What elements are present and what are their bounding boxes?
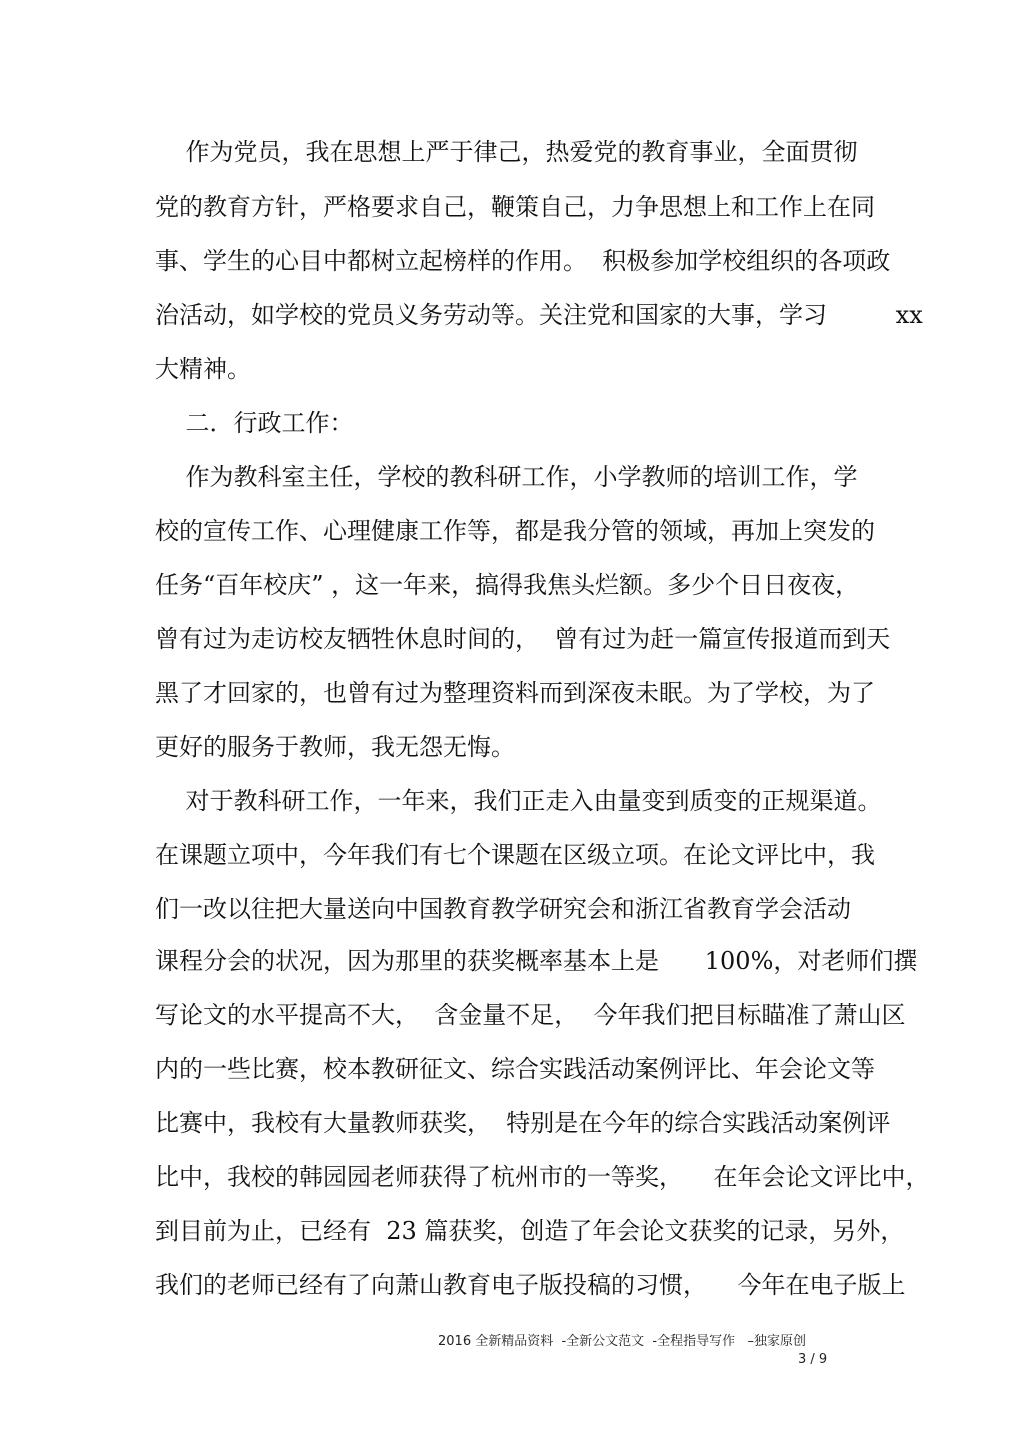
body-text-line: 内的一些比赛，校本教研征文、综合实践活动案例评比、年会论文等 — [155, 1055, 875, 1083]
body-text-line: 大精神。 — [155, 355, 251, 383]
body-text-line: 比中，我校的韩园园老师获得了杭州市的一等奖， 在年会论文评比中， — [155, 1163, 930, 1191]
section-heading: 二．行政工作： — [155, 409, 354, 437]
body-text-line: 党的教育方针，严格要求自己，鞭策自己，力争思想上和工作上在同 — [155, 193, 875, 221]
body-text-line: 曾有过为走访校友牺牲休息时间的， 曾有过为赶一篇宣传报道而到天 — [155, 625, 891, 653]
body-text-line: 在课题立项中，今年我们有七个课题在区级立项。在论文评比中，我 — [155, 841, 875, 869]
body-text-line: 事、学生的心目中都树立起榜样的作用。 积极参加学校组织的各项政 — [155, 247, 891, 275]
body-text-line: 作为教科室主任，学校的教科研工作，小学教师的培训工作，学 — [155, 463, 858, 491]
page-number: 3 / 9 — [798, 1352, 828, 1367]
body-text-line: 校的宣传工作、心理健康工作等，都是我分管的领域，再加上突发的 — [155, 517, 875, 545]
body-text-line: 比赛中，我校有大量教师获奖， 特别是在今年的综合实践活动案例评 — [155, 1109, 891, 1137]
body-text-line: 治活动，如学校的党员义务劳动等。关注党和国家的大事，学习 xx — [155, 301, 923, 329]
body-text-line: 更好的服务于教师，我无怨无悔。 — [155, 733, 515, 761]
body-text-line: 任务“百年校庆” ，这一年来，搞得我焦头烂额。多少个日日夜夜， — [155, 571, 860, 599]
body-text-line: 到目前为止，已经有 23 篇获奖，创造了年会论文获奖的记录，另外， — [155, 1217, 905, 1245]
footer-slogan: 2016 全新精品资料 -全新公文范文 -全程指导写作 –独家原创 — [438, 1334, 807, 1349]
body-text-line: 课程分会的状况，因为那里的获奖概率基本上是 100%，对老师们撰 — [155, 947, 918, 975]
body-text-line: 黑了才回家的，也曾有过为整理资料而到深夜未眠。为了学校，为了 — [155, 679, 875, 707]
body-text-line: 对于教科研工作，一年来，我们正走入由量变到质变的正规渠道。 — [155, 787, 882, 815]
body-text-line: 我们的老师已经有了向萧山教育电子版投稿的习惯， 今年在电子版上 — [155, 1271, 906, 1299]
body-text-line: 们一改以往把大量送向中国教育教学研究会和浙江省教育学会活动 — [155, 895, 851, 923]
body-text-line: 写论文的水平提高不大， 含金量不足， 今年我们把目标瞄准了萧山区 — [155, 1001, 906, 1029]
body-text-line: 作为党员，我在思想上严于律己，热爱党的教育事业，全面贯彻 — [155, 138, 858, 166]
